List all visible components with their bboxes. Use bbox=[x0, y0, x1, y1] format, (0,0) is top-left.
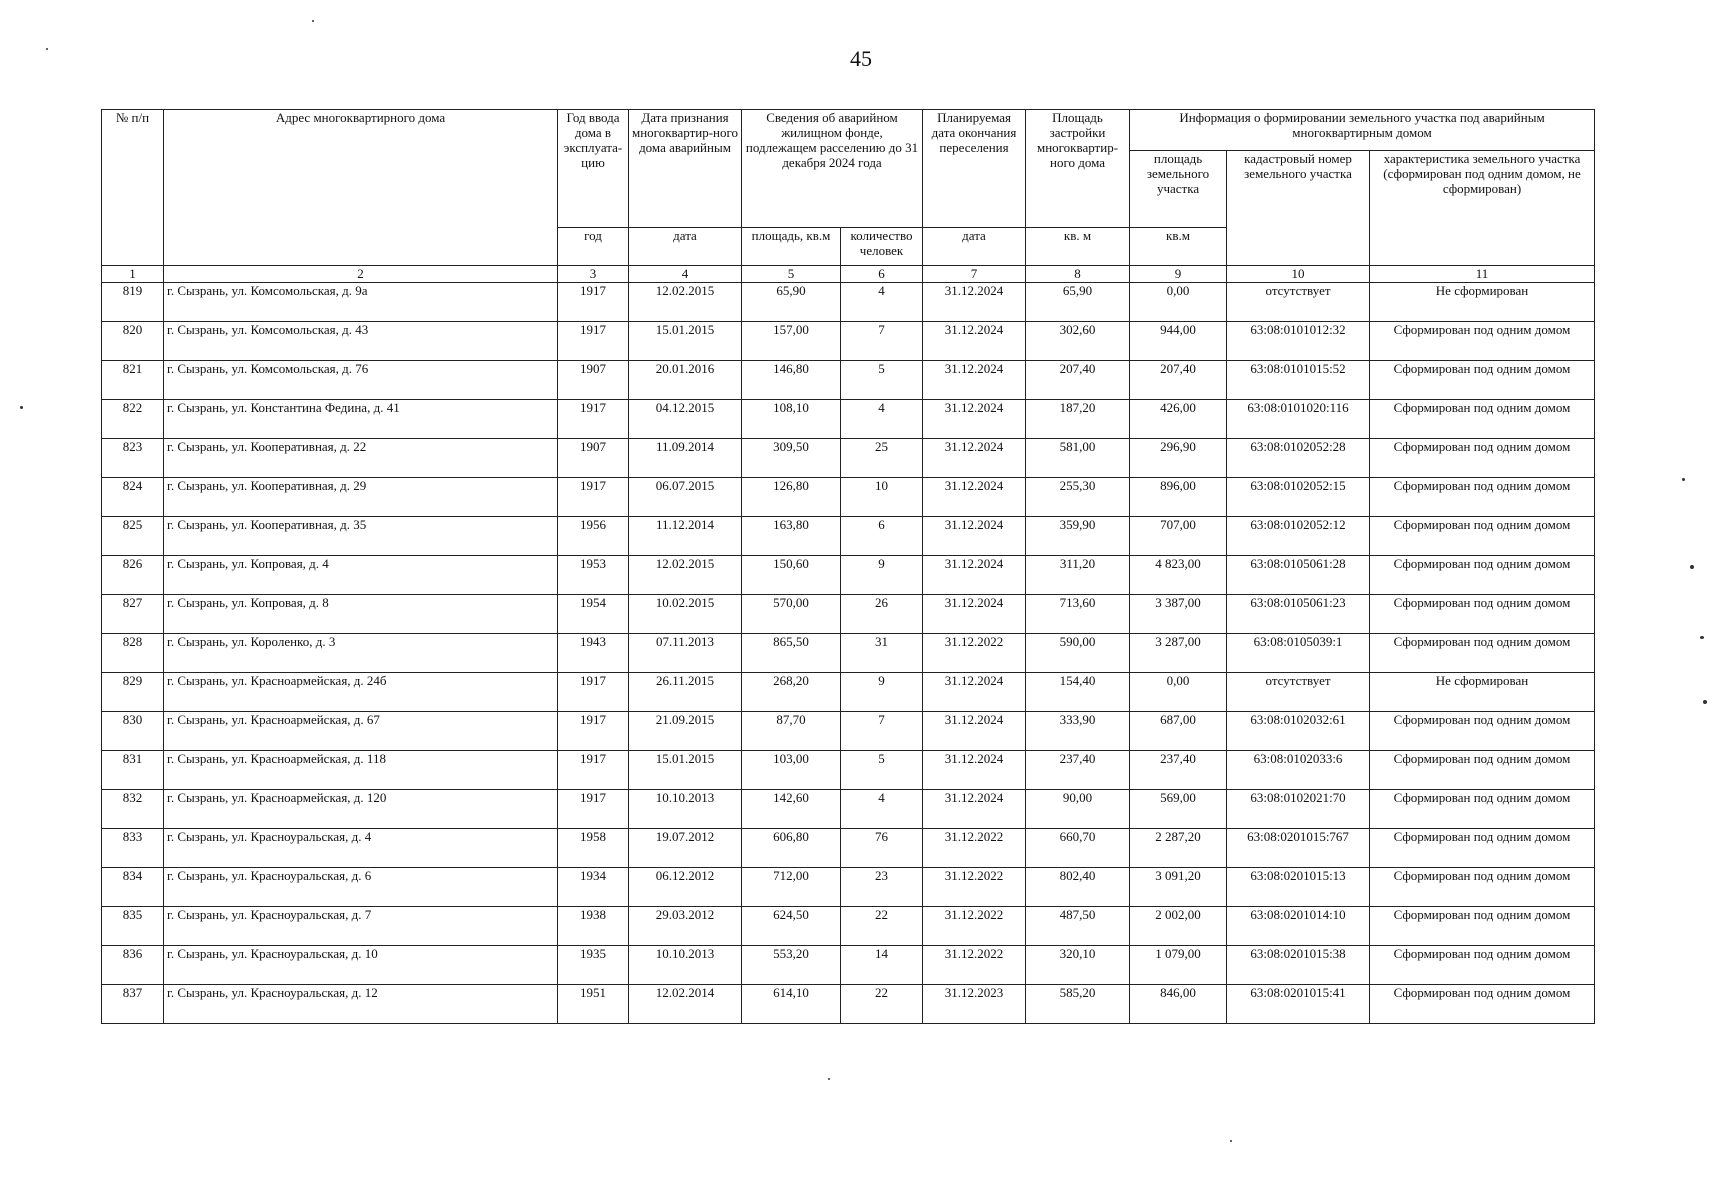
row-number: 835 bbox=[102, 907, 164, 946]
table-row bbox=[102, 595, 1595, 634]
planned-date-cell: 31.12.2022 bbox=[923, 946, 1026, 985]
scan-speck bbox=[1690, 565, 1694, 569]
cadastral-number-cell: 63:08:0102033:6 bbox=[1227, 751, 1370, 790]
recognition-date-cell: 10.10.2013 bbox=[629, 790, 742, 829]
row-number: 824 bbox=[102, 478, 164, 517]
cadastral-number-cell: отсутствует bbox=[1227, 673, 1370, 712]
recognition-date-cell: 12.02.2015 bbox=[629, 556, 742, 595]
table-row bbox=[102, 829, 1595, 868]
address-cell: г. Сызрань, ул. Константина Федина, д. 41 bbox=[164, 400, 558, 439]
column-number: 11 bbox=[1370, 266, 1595, 283]
header-row-number: № п/п bbox=[102, 110, 164, 266]
column-number: 9 bbox=[1130, 266, 1227, 283]
planned-date-cell: 31.12.2022 bbox=[923, 829, 1026, 868]
land-area-cell: 2 287,20 bbox=[1130, 829, 1227, 868]
address-cell: г. Сызрань, ул. Красноуральская, д. 10 bbox=[164, 946, 558, 985]
building-area-cell: 207,40 bbox=[1026, 361, 1130, 400]
unit-people: количество человек bbox=[841, 228, 923, 266]
table-row bbox=[102, 673, 1595, 712]
area-cell: 553,20 bbox=[742, 946, 841, 985]
address-cell: г. Сызрань, ул. Красноуральская, д. 7 bbox=[164, 907, 558, 946]
land-status-cell: Сформирован под одним домом bbox=[1370, 322, 1595, 361]
header-address: Адрес многоквартирного дома bbox=[164, 110, 558, 266]
year-cell: 1956 bbox=[558, 517, 629, 556]
year-cell: 1934 bbox=[558, 868, 629, 907]
planned-date-cell: 31.12.2024 bbox=[923, 439, 1026, 478]
address-cell: г. Сызрань, ул. Копровая, д. 8 bbox=[164, 595, 558, 634]
people-count-cell: 14 bbox=[841, 946, 923, 985]
building-area-cell: 187,20 bbox=[1026, 400, 1130, 439]
column-number: 2 bbox=[164, 266, 558, 283]
land-status-cell: Сформирован под одним домом bbox=[1370, 946, 1595, 985]
recognition-date-cell: 11.12.2014 bbox=[629, 517, 742, 556]
scan-speck bbox=[312, 20, 314, 22]
row-number: 831 bbox=[102, 751, 164, 790]
year-cell: 1935 bbox=[558, 946, 629, 985]
land-status-cell: Сформирован под одним домом bbox=[1370, 907, 1595, 946]
land-status-cell: Сформирован под одним домом bbox=[1370, 868, 1595, 907]
land-status-cell: Сформирован под одним домом bbox=[1370, 751, 1595, 790]
scan-speck bbox=[1682, 478, 1685, 481]
land-area-cell: 707,00 bbox=[1130, 517, 1227, 556]
unit-year: год bbox=[558, 228, 629, 266]
scan-speck bbox=[20, 406, 23, 409]
cadastral-number-cell: 63:08:0201015:41 bbox=[1227, 985, 1370, 1024]
header-land-status: характеристика земельного участка (сформирован под одним домом, не сформирован) bbox=[1370, 151, 1595, 266]
cadastral-number-cell: 63:08:0105061:23 bbox=[1227, 595, 1370, 634]
row-number: 827 bbox=[102, 595, 164, 634]
area-cell: 126,80 bbox=[742, 478, 841, 517]
planned-date-cell: 31.12.2024 bbox=[923, 400, 1026, 439]
planned-date-cell: 31.12.2024 bbox=[923, 517, 1026, 556]
cadastral-number-cell: 63:08:0102032:61 bbox=[1227, 712, 1370, 751]
area-cell: 108,10 bbox=[742, 400, 841, 439]
land-area-cell: 4 823,00 bbox=[1130, 556, 1227, 595]
planned-date-cell: 31.12.2022 bbox=[923, 907, 1026, 946]
year-cell: 1958 bbox=[558, 829, 629, 868]
table-row bbox=[102, 322, 1595, 361]
people-count-cell: 4 bbox=[841, 790, 923, 829]
column-number: 1 bbox=[102, 266, 164, 283]
land-area-cell: 3 287,00 bbox=[1130, 634, 1227, 673]
row-number: 833 bbox=[102, 829, 164, 868]
row-number: 819 bbox=[102, 283, 164, 322]
address-cell: г. Сызрань, ул. Красноуральская, д. 6 bbox=[164, 868, 558, 907]
table-row bbox=[102, 634, 1595, 673]
cadastral-number-cell: 63:08:0101020:116 bbox=[1227, 400, 1370, 439]
land-status-cell: Сформирован под одним домом bbox=[1370, 556, 1595, 595]
area-cell: 103,00 bbox=[742, 751, 841, 790]
people-count-cell: 25 bbox=[841, 439, 923, 478]
cadastral-number-cell: 63:08:0101012:32 bbox=[1227, 322, 1370, 361]
table-row bbox=[102, 790, 1595, 829]
area-cell: 712,00 bbox=[742, 868, 841, 907]
area-cell: 865,50 bbox=[742, 634, 841, 673]
area-cell: 65,90 bbox=[742, 283, 841, 322]
address-cell: г. Сызрань, ул. Красноармейская, д. 67 bbox=[164, 712, 558, 751]
address-cell: г. Сызрань, ул. Красноармейская, д. 118 bbox=[164, 751, 558, 790]
column-number: 6 bbox=[841, 266, 923, 283]
header-planned-date: Планируемая дата окончания переселения bbox=[923, 110, 1026, 228]
cadastral-number-cell: 63:08:0201015:38 bbox=[1227, 946, 1370, 985]
cadastral-number-cell: 63:08:0201015:13 bbox=[1227, 868, 1370, 907]
cadastral-number-cell: 63:08:0105061:28 bbox=[1227, 556, 1370, 595]
unit-building-area: кв. м bbox=[1026, 228, 1130, 266]
building-area-cell: 802,40 bbox=[1026, 868, 1130, 907]
land-status-cell: Сформирован под одним домом bbox=[1370, 712, 1595, 751]
people-count-cell: 22 bbox=[841, 907, 923, 946]
header-land-info: Информация о формировании земельного участка под аварийным многоквартирным домом bbox=[1130, 110, 1595, 151]
table-row bbox=[102, 283, 1595, 322]
row-number: 823 bbox=[102, 439, 164, 478]
cadastral-number-cell: 63:08:0101015:52 bbox=[1227, 361, 1370, 400]
cadastral-number-cell: 63:08:0102052:28 bbox=[1227, 439, 1370, 478]
planned-date-cell: 31.12.2024 bbox=[923, 478, 1026, 517]
recognition-date-cell: 15.01.2015 bbox=[629, 322, 742, 361]
building-area-cell: 311,20 bbox=[1026, 556, 1130, 595]
column-number: 3 bbox=[558, 266, 629, 283]
table-row bbox=[102, 478, 1595, 517]
people-count-cell: 4 bbox=[841, 400, 923, 439]
people-count-cell: 10 bbox=[841, 478, 923, 517]
area-cell: 624,50 bbox=[742, 907, 841, 946]
planned-date-cell: 31.12.2024 bbox=[923, 751, 1026, 790]
planned-date-cell: 31.12.2024 bbox=[923, 322, 1026, 361]
people-count-cell: 31 bbox=[841, 634, 923, 673]
cadastral-number-cell: 63:08:0201015:767 bbox=[1227, 829, 1370, 868]
land-status-cell: Сформирован под одним домом bbox=[1370, 517, 1595, 556]
building-area-cell: 581,00 bbox=[1026, 439, 1130, 478]
planned-date-cell: 31.12.2024 bbox=[923, 595, 1026, 634]
recognition-date-cell: 07.11.2013 bbox=[629, 634, 742, 673]
building-area-cell: 487,50 bbox=[1026, 907, 1130, 946]
people-count-cell: 26 bbox=[841, 595, 923, 634]
building-area-cell: 302,60 bbox=[1026, 322, 1130, 361]
scan-speck bbox=[828, 1078, 830, 1080]
recognition-date-cell: 04.12.2015 bbox=[629, 400, 742, 439]
column-number: 5 bbox=[742, 266, 841, 283]
cadastral-number-cell: отсутствует bbox=[1227, 283, 1370, 322]
planned-date-cell: 31.12.2024 bbox=[923, 361, 1026, 400]
building-area-cell: 154,40 bbox=[1026, 673, 1130, 712]
land-status-cell: Не сформирован bbox=[1370, 673, 1595, 712]
row-number: 837 bbox=[102, 985, 164, 1024]
building-area-cell: 359,90 bbox=[1026, 517, 1130, 556]
address-cell: г. Сызрань, ул. Кооперативная, д. 22 bbox=[164, 439, 558, 478]
land-area-cell: 296,90 bbox=[1130, 439, 1227, 478]
land-area-cell: 944,00 bbox=[1130, 322, 1227, 361]
land-status-cell: Сформирован под одним домом bbox=[1370, 478, 1595, 517]
table-row bbox=[102, 439, 1595, 478]
cadastral-number-cell: 63:08:0102021:70 bbox=[1227, 790, 1370, 829]
row-number: 834 bbox=[102, 868, 164, 907]
area-cell: 268,20 bbox=[742, 673, 841, 712]
table-row bbox=[102, 751, 1595, 790]
land-area-cell: 237,40 bbox=[1130, 751, 1227, 790]
land-area-cell: 2 002,00 bbox=[1130, 907, 1227, 946]
land-area-cell: 896,00 bbox=[1130, 478, 1227, 517]
scan-speck bbox=[1700, 636, 1704, 639]
people-count-cell: 22 bbox=[841, 985, 923, 1024]
table-row bbox=[102, 556, 1595, 595]
area-cell: 606,80 bbox=[742, 829, 841, 868]
planned-date-cell: 31.12.2024 bbox=[923, 556, 1026, 595]
land-area-cell: 0,00 bbox=[1130, 283, 1227, 322]
land-area-cell: 426,00 bbox=[1130, 400, 1227, 439]
emergency-housing-table bbox=[101, 109, 1595, 1024]
area-cell: 146,80 bbox=[742, 361, 841, 400]
address-cell: г. Сызрань, ул. Красноармейская, д. 120 bbox=[164, 790, 558, 829]
year-cell: 1953 bbox=[558, 556, 629, 595]
column-number-row bbox=[102, 266, 1595, 283]
land-area-cell: 3 387,00 bbox=[1130, 595, 1227, 634]
row-number: 826 bbox=[102, 556, 164, 595]
building-area-cell: 333,90 bbox=[1026, 712, 1130, 751]
building-area-cell: 65,90 bbox=[1026, 283, 1130, 322]
building-area-cell: 590,00 bbox=[1026, 634, 1130, 673]
people-count-cell: 5 bbox=[841, 751, 923, 790]
people-count-cell: 7 bbox=[841, 712, 923, 751]
planned-date-cell: 31.12.2023 bbox=[923, 985, 1026, 1024]
area-cell: 142,60 bbox=[742, 790, 841, 829]
year-cell: 1917 bbox=[558, 478, 629, 517]
recognition-date-cell: 29.03.2012 bbox=[629, 907, 742, 946]
land-area-cell: 3 091,20 bbox=[1130, 868, 1227, 907]
address-cell: г. Сызрань, ул. Красноуральская, д. 4 bbox=[164, 829, 558, 868]
column-number: 7 bbox=[923, 266, 1026, 283]
unit-land-area: кв.м bbox=[1130, 228, 1227, 266]
column-number: 4 bbox=[629, 266, 742, 283]
building-area-cell: 585,20 bbox=[1026, 985, 1130, 1024]
header-building-area: Площадь застройки многоквартир-ного дома bbox=[1026, 110, 1130, 228]
recognition-date-cell: 20.01.2016 bbox=[629, 361, 742, 400]
cadastral-number-cell: 63:08:0201014:10 bbox=[1227, 907, 1370, 946]
table-row bbox=[102, 517, 1595, 556]
row-number: 836 bbox=[102, 946, 164, 985]
planned-date-cell: 31.12.2024 bbox=[923, 673, 1026, 712]
row-number: 821 bbox=[102, 361, 164, 400]
table-body bbox=[102, 283, 1595, 1024]
area-cell: 309,50 bbox=[742, 439, 841, 478]
people-count-cell: 9 bbox=[841, 556, 923, 595]
land-status-cell: Сформирован под одним домом bbox=[1370, 361, 1595, 400]
year-cell: 1917 bbox=[558, 400, 629, 439]
address-cell: г. Сызрань, ул. Красноармейская, д. 24б bbox=[164, 673, 558, 712]
row-number: 828 bbox=[102, 634, 164, 673]
year-cell: 1917 bbox=[558, 322, 629, 361]
recognition-date-cell: 06.12.2012 bbox=[629, 868, 742, 907]
column-number: 8 bbox=[1026, 266, 1130, 283]
building-area-cell: 255,30 bbox=[1026, 478, 1130, 517]
area-cell: 157,00 bbox=[742, 322, 841, 361]
table-row bbox=[102, 907, 1595, 946]
land-area-cell: 1 079,00 bbox=[1130, 946, 1227, 985]
address-cell: г. Сызрань, ул. Копровая, д. 4 bbox=[164, 556, 558, 595]
table-row bbox=[102, 361, 1595, 400]
land-status-cell: Сформирован под одним домом bbox=[1370, 790, 1595, 829]
header-land-area: площадь земельного участка bbox=[1130, 151, 1227, 228]
people-count-cell: 9 bbox=[841, 673, 923, 712]
year-cell: 1938 bbox=[558, 907, 629, 946]
land-area-cell: 569,00 bbox=[1130, 790, 1227, 829]
column-number: 10 bbox=[1227, 266, 1370, 283]
recognition-date-cell: 10.02.2015 bbox=[629, 595, 742, 634]
land-area-cell: 846,00 bbox=[1130, 985, 1227, 1024]
land-status-cell: Сформирован под одним домом bbox=[1370, 985, 1595, 1024]
cadastral-number-cell: 63:08:0102052:15 bbox=[1227, 478, 1370, 517]
year-cell: 1917 bbox=[558, 790, 629, 829]
recognition-date-cell: 10.10.2013 bbox=[629, 946, 742, 985]
land-status-cell: Не сформирован bbox=[1370, 283, 1595, 322]
year-cell: 1907 bbox=[558, 361, 629, 400]
scan-speck bbox=[1230, 1140, 1232, 1142]
people-count-cell: 5 bbox=[841, 361, 923, 400]
building-area-cell: 320,10 bbox=[1026, 946, 1130, 985]
building-area-cell: 90,00 bbox=[1026, 790, 1130, 829]
planned-date-cell: 31.12.2022 bbox=[923, 868, 1026, 907]
table-row bbox=[102, 985, 1595, 1024]
year-cell: 1917 bbox=[558, 283, 629, 322]
year-cell: 1907 bbox=[558, 439, 629, 478]
land-status-cell: Сформирован под одним домом bbox=[1370, 400, 1595, 439]
recognition-date-cell: 06.07.2015 bbox=[629, 478, 742, 517]
year-cell: 1951 bbox=[558, 985, 629, 1024]
land-area-cell: 207,40 bbox=[1130, 361, 1227, 400]
people-count-cell: 6 bbox=[841, 517, 923, 556]
cadastral-number-cell: 63:08:0102052:12 bbox=[1227, 517, 1370, 556]
people-count-cell: 7 bbox=[841, 322, 923, 361]
area-cell: 614,10 bbox=[742, 985, 841, 1024]
recognition-date-cell: 12.02.2015 bbox=[629, 283, 742, 322]
address-cell: г. Сызрань, ул. Кооперативная, д. 29 bbox=[164, 478, 558, 517]
row-number: 830 bbox=[102, 712, 164, 751]
land-status-cell: Сформирован под одним домом bbox=[1370, 634, 1595, 673]
area-cell: 163,80 bbox=[742, 517, 841, 556]
table-row bbox=[102, 946, 1595, 985]
area-cell: 87,70 bbox=[742, 712, 841, 751]
row-number: 820 bbox=[102, 322, 164, 361]
building-area-cell: 237,40 bbox=[1026, 751, 1130, 790]
recognition-date-cell: 26.11.2015 bbox=[629, 673, 742, 712]
address-cell: г. Сызрань, ул. Комсомольская, д. 43 bbox=[164, 322, 558, 361]
row-number: 829 bbox=[102, 673, 164, 712]
address-cell: г. Сызрань, ул. Короленко, д. 3 bbox=[164, 634, 558, 673]
cadastral-number-cell: 63:08:0105039:1 bbox=[1227, 634, 1370, 673]
recognition-date-cell: 19.07.2012 bbox=[629, 829, 742, 868]
planned-date-cell: 31.12.2024 bbox=[923, 283, 1026, 322]
year-cell: 1954 bbox=[558, 595, 629, 634]
scan-speck bbox=[46, 48, 48, 50]
recognition-date-cell: 11.09.2014 bbox=[629, 439, 742, 478]
people-count-cell: 23 bbox=[841, 868, 923, 907]
planned-date-cell: 31.12.2024 bbox=[923, 790, 1026, 829]
land-status-cell: Сформирован под одним домом bbox=[1370, 439, 1595, 478]
unit-date: дата bbox=[629, 228, 742, 266]
year-cell: 1917 bbox=[558, 673, 629, 712]
address-cell: г. Сызрань, ул. Красноуральская, д. 12 bbox=[164, 985, 558, 1024]
scan-speck bbox=[1703, 700, 1707, 704]
land-status-cell: Сформирован под одним домом bbox=[1370, 595, 1595, 634]
land-area-cell: 687,00 bbox=[1130, 712, 1227, 751]
building-area-cell: 713,60 bbox=[1026, 595, 1130, 634]
people-count-cell: 4 bbox=[841, 283, 923, 322]
year-cell: 1917 bbox=[558, 751, 629, 790]
planned-date-cell: 31.12.2022 bbox=[923, 634, 1026, 673]
table-row bbox=[102, 868, 1595, 907]
row-number: 832 bbox=[102, 790, 164, 829]
header-cadastral-number: кадастровый номер земельного участка bbox=[1227, 151, 1370, 266]
row-number: 822 bbox=[102, 400, 164, 439]
land-status-cell: Сформирован под одним домом bbox=[1370, 829, 1595, 868]
year-cell: 1917 bbox=[558, 712, 629, 751]
table-row bbox=[102, 400, 1595, 439]
table-row bbox=[102, 712, 1595, 751]
header-emergency-fund: Сведения об аварийном жилищном фонде, подлежащем расселению до 31 декабря 2024 года bbox=[742, 110, 923, 228]
land-area-cell: 0,00 bbox=[1130, 673, 1227, 712]
address-cell: г. Сызрань, ул. Комсомольская, д. 76 bbox=[164, 361, 558, 400]
address-cell: г. Сызрань, ул. Комсомольская, д. 9а bbox=[164, 283, 558, 322]
unit-area: площадь, кв.м bbox=[742, 228, 841, 266]
address-cell: г. Сызрань, ул. Кооперативная, д. 35 bbox=[164, 517, 558, 556]
planned-date-cell: 31.12.2024 bbox=[923, 712, 1026, 751]
people-count-cell: 76 bbox=[841, 829, 923, 868]
page-number: 45 bbox=[850, 46, 872, 71]
header-recognition-date: Дата признания многоквартир-ного дома аварийным bbox=[629, 110, 742, 228]
row-number: 825 bbox=[102, 517, 164, 556]
unit-planned-date: дата bbox=[923, 228, 1026, 266]
area-cell: 570,00 bbox=[742, 595, 841, 634]
area-cell: 150,60 bbox=[742, 556, 841, 595]
year-cell: 1943 bbox=[558, 634, 629, 673]
recognition-date-cell: 15.01.2015 bbox=[629, 751, 742, 790]
header-year-built: Год ввода дома в эксплуата-цию bbox=[558, 110, 629, 228]
recognition-date-cell: 21.09.2015 bbox=[629, 712, 742, 751]
recognition-date-cell: 12.02.2014 bbox=[629, 985, 742, 1024]
building-area-cell: 660,70 bbox=[1026, 829, 1130, 868]
